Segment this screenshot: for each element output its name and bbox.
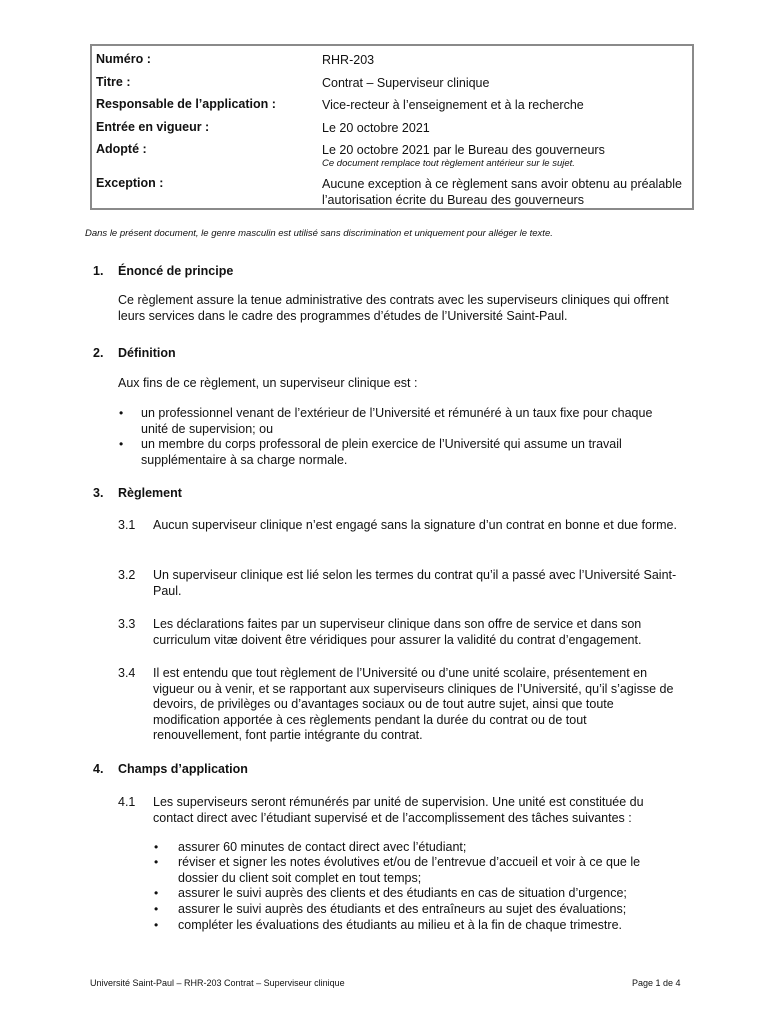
section-3-title: Règlement [118, 486, 182, 500]
bullet-icon: • [119, 437, 124, 451]
titre-label: Titre : [96, 75, 131, 89]
bullet-icon: • [154, 840, 159, 854]
exception-label: Exception : [96, 176, 164, 190]
task-bullet-1: assurer 60 minutes de contact direct avec l’étudiant; [178, 840, 467, 854]
section-2-number: 2. [93, 346, 104, 360]
adopte-text: Le 20 octobre 2021 par le Bureau des gouverneurs [322, 143, 605, 157]
item-3-3-text: Les déclarations faites par un superviseur clinique dans son offre de service et dans son curriculum vitæ doivent être véridiques pour assurer la validité du contrat d’engagement. [153, 617, 642, 647]
adopte-value [322, 142, 692, 170]
responsable-label: Responsable de l’application : [96, 97, 276, 111]
item-3-3-number: 3.3 [118, 617, 136, 631]
definition-bullet-1: un professionnel venant de l’extérieur de l’Université et rémunéré à un taux fixe pour chaque unité de supervision; ou [141, 406, 653, 436]
task-bullet-5: compléter les évaluations des étudiants au milieu et à la fin de chaque trimestre. [178, 918, 622, 932]
bullet-icon: • [154, 886, 159, 900]
item-3-2-text: Un superviseur clinique est lié selon les termes du contrat qu’il a passé avec l’Université Saint-Paul. [153, 568, 677, 598]
adopte-note: Ce document remplace tout règlement antérieur sur le sujet. [322, 158, 575, 169]
numero-label: Numéro : [96, 52, 151, 66]
section-1-text: Ce règlement assure la tenue administrative des contrats avec les superviseurs cliniques qui offrent leurs services dans le cadre des programmes d’études de l’Université Saint-Paul. [118, 293, 669, 323]
policy-info-table [90, 44, 694, 210]
footer-page-number: Page 1 de 4 [632, 978, 681, 988]
task-bullet-4: assurer le suivi auprès des étudiants et des entraîneurs au sujet des évaluations; [178, 902, 627, 916]
bullet-icon: • [119, 406, 124, 420]
definition-bullet-2: un membre du corps professoral de plein exercice de l’Université qui assume un travail supplémentaire à sa charge normale. [141, 437, 622, 467]
item-4-1-text: Les superviseurs seront rémunérés par unité de supervision. Une unité est constituée du contact direct avec l’étudiant supervisé et de l’accomplissement des tâches suivantes : [153, 795, 644, 825]
section-2-intro: Aux fins de ce règlement, un superviseur clinique est : [118, 376, 418, 390]
adopte-label: Adopté : [96, 142, 147, 156]
item-4-1-number: 4.1 [118, 795, 136, 809]
gender-note: Dans le présent document, le genre masculin est utilisé sans discrimination et uniquement pour alléger le texte. [85, 228, 553, 239]
item-3-2-number: 3.2 [118, 568, 136, 582]
item-3-4-number: 3.4 [118, 666, 136, 680]
bullet-icon: • [154, 855, 159, 869]
entree-label: Entrée en vigueur : [96, 120, 210, 134]
section-4-number: 4. [93, 762, 104, 776]
item-3-4-text: Il est entendu que tout règlement de l’Université ou d’une unité scolaire, présentement en vigueur ou à venir, et se rapportant aux superviseurs cliniques de l’Université, qu’il s’agisse de devoirs, de privilèges ou d’avantages sociaux ou de tout autre sujet, ainsi que toute modification apportée à ces règlements pendant la durée du contrat ou de tout renouvellement, font partie intégrante du contrat. [153, 666, 674, 742]
section-1-title: Énoncé de principe [118, 264, 234, 278]
item-3-1-number: 3.1 [118, 518, 136, 532]
section-2-title: Définition [118, 346, 176, 360]
task-bullet-3: assurer le suivi auprès des clients et des étudiants en cas de situation d’urgence; [178, 886, 627, 900]
bullet-icon: • [154, 918, 159, 932]
section-1-number: 1. [93, 264, 104, 278]
titre-value: Contrat – Superviseur clinique [322, 76, 490, 90]
task-bullet-2: réviser et signer les notes évolutives et/ou de l’entrevue d’accueil et voir à ce que le dossier du client soit complet en tout temps; [178, 855, 641, 885]
section-3-number: 3. [93, 486, 104, 500]
item-3-1-text: Aucun superviseur clinique n’est engagé sans la signature d’un contrat en bonne et due forme. [153, 518, 677, 532]
bullet-icon: • [154, 902, 159, 916]
numero-value: RHR-203 [322, 53, 375, 67]
responsable-value: Vice-recteur à l’enseignement et à la recherche [322, 98, 584, 112]
section-4-title: Champs d’application [118, 762, 248, 776]
exception-value: Aucune exception à ce règlement sans avoir obtenu au préalable l’autorisation écrite du Bureau des gouverneurs [322, 177, 682, 207]
footer-document-title: Université Saint-Paul – RHR-203 Contrat – Superviseur clinique [90, 978, 345, 988]
entree-value: Le 20 octobre 2021 [322, 121, 430, 135]
